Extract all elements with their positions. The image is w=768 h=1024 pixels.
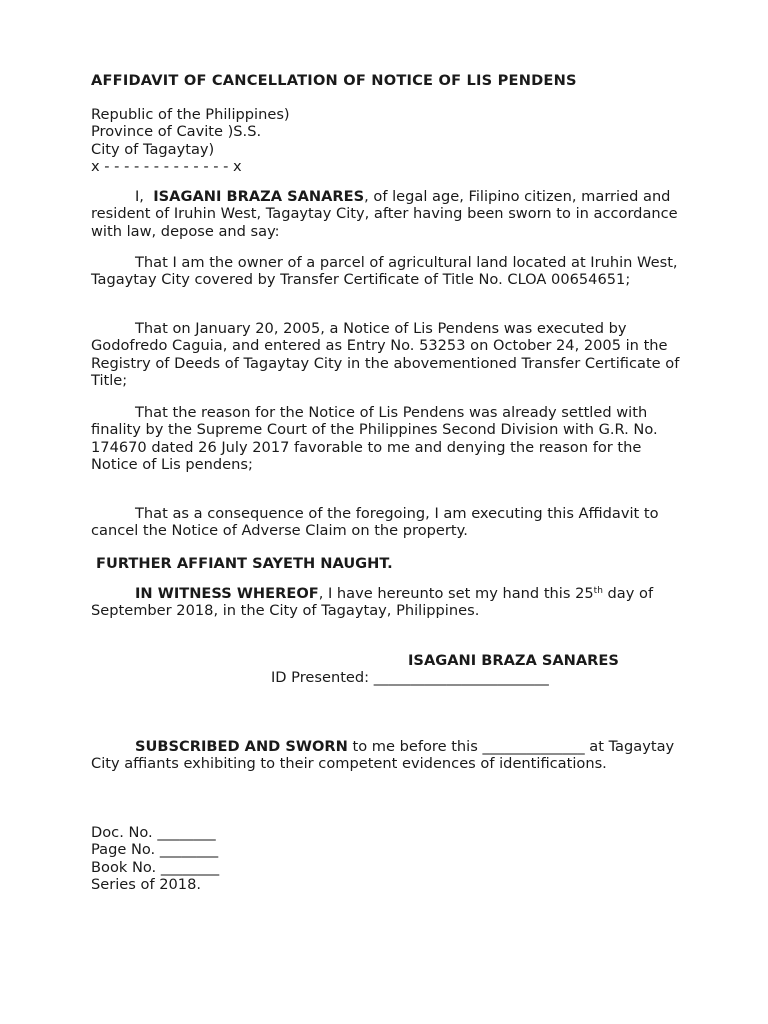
- ownership-paragraph: That I am the owner of a parcel of agricultural land located at Iruhin West, Tagaytay City covered by Transfer Certificate of Title No. CLOA 00654651;: [91, 254, 678, 289]
- affiant-name: ISAGANI BRAZA SANARES: [153, 188, 365, 205]
- consequence-paragraph: That as a consequence of the foregoing, I am executing this Affidavit to cancel the Notice of Adverse Claim on the property.: [91, 505, 659, 540]
- witness-text-end: day of September 2018, in the City of Tagaytay, Philippines.: [91, 585, 654, 620]
- page-no-line: Page No. ________: [91, 841, 219, 859]
- document-title: AFFIDAVIT OF CANCELLATION OF NOTICE OF LIS PENDENS: [91, 72, 577, 89]
- intro-text: , of legal age, Filipino citizen, married and resident of Iruhin West, Tagaytay City, after having been sworn to in accordance with law, depose and say:: [91, 188, 678, 240]
- jurat-paragraph: [91, 738, 691, 773]
- intro-paragraph: [91, 188, 691, 240]
- notarial-block: [91, 824, 691, 894]
- series-line: Series of 2018.: [91, 876, 202, 894]
- venue-line: Republic of the Philippines): [91, 106, 290, 123]
- intro-prefix: I,: [135, 188, 154, 205]
- witness-heading: IN WITNESS WHEREOF: [135, 585, 319, 602]
- witness-text: , I have hereunto set my hand this 25: [318, 585, 594, 602]
- jurat-text: to me before this ______________ at Tagaytay City affiants exhibiting to their competent evidences of identifications.: [91, 738, 675, 773]
- venue-line: City of Tagaytay): [91, 140, 215, 158]
- lis-pendens-paragraph: That on January 20, 2005, a Notice of Lis Pendens was executed by Godofredo Caguia, and entered as Entry No. 53253 on October 24, 2005 in the Registry of Deeds of Tagaytay City in the abovementioned Transfer Certificate of Title;: [91, 320, 680, 390]
- doc-no-line: Doc. No. ________: [91, 824, 216, 841]
- id-presented-field: ID Presented: ________________________: [271, 669, 549, 686]
- venue-line: x - - - - - - - - - - - - - x: [91, 158, 242, 176]
- venue-block: [91, 106, 691, 176]
- witness-paragraph: [91, 585, 691, 620]
- book-no-line: Book No. ________: [91, 858, 220, 876]
- venue-line: Province of Cavite )S.S.: [91, 123, 262, 141]
- further-affiant-line: FURTHER AFFIANT SAYETH NAUGHT.: [96, 555, 393, 572]
- supreme-court-paragraph: That the reason for the Notice of Lis Pendens was already settled with finality by the Supreme Court of the Philippines Second Division with G.R. No. 174670 dated 26 July 2017 favorable to me and denying the reason for the Notice of Lis pendens;: [91, 404, 658, 474]
- signatory-name: ISAGANI BRAZA SANARES: [408, 652, 619, 669]
- jurat-heading: SUBSCRIBED AND SWORN: [135, 738, 348, 755]
- ordinal-suffix: th: [593, 586, 603, 596]
